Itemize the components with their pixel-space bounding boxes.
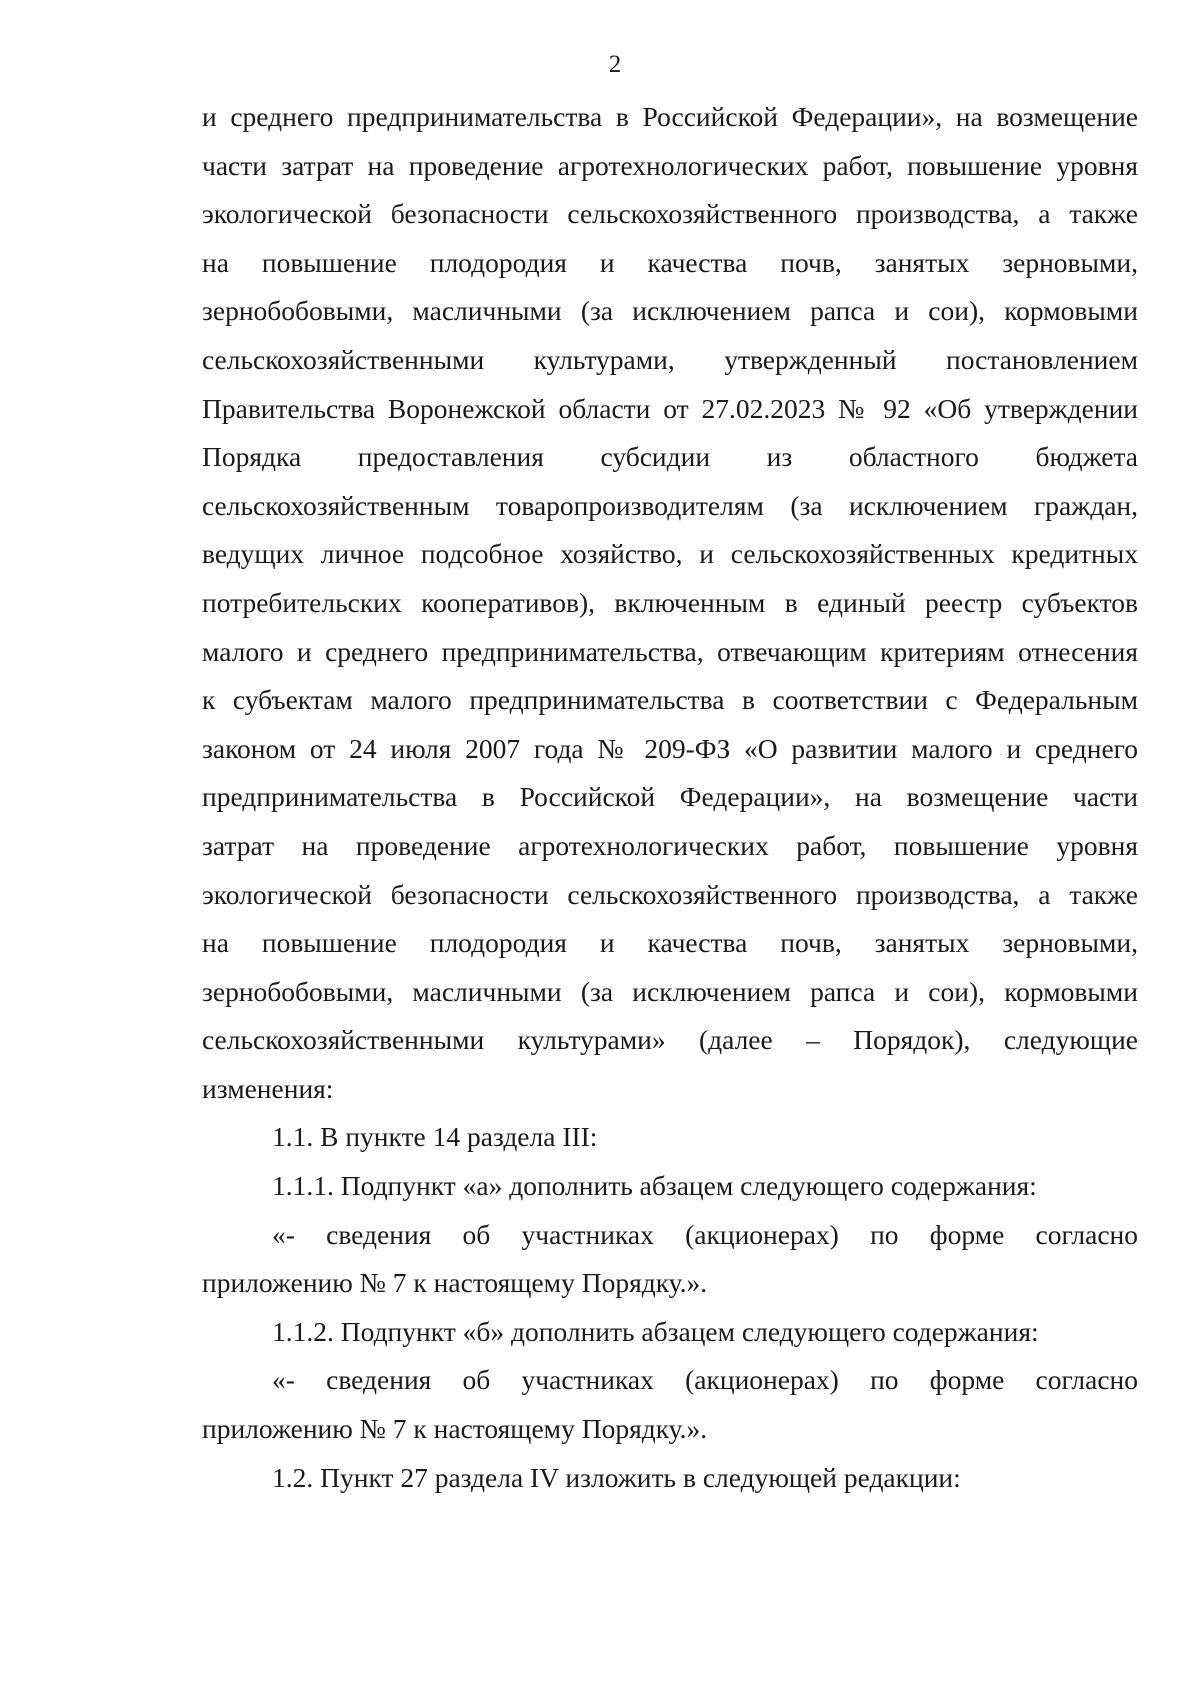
text-line: и среднего предпринимательства в Российской Федерации», на возмещение bbox=[202, 101, 1138, 132]
text-line: Порядка предоставления субсидии из областного бюджета bbox=[202, 441, 1138, 473]
text-line: к субъектам малого предпринимательства в соответствии с Федеральным bbox=[202, 684, 1138, 716]
text-line: затрат на проведение агротехнологических работ, повышение уровня bbox=[202, 829, 1138, 861]
text-line: экологической безопасности сельскохозяйственного производства, а также bbox=[202, 198, 1138, 230]
quote-line: приложению № 7 к настоящему Порядку.». bbox=[202, 1413, 708, 1445]
text-line: части затрат на проведение агротехнологических работ, повышение уровня bbox=[202, 149, 1138, 181]
paragraph-1-2: 1.2. Пункт 27 раздела IV изложить в следующей редакции: bbox=[272, 1461, 961, 1493]
document-body bbox=[202, 93, 1138, 1502]
text-line: на повышение плодородия и качества почв, занятых зерновыми, bbox=[202, 246, 1138, 278]
quote-line: «- сведения об участниках (акционерах) по форме согласно bbox=[272, 1364, 1138, 1396]
text-line: сельскохозяйственным товаропроизводителям (за исключением граждан, bbox=[202, 489, 1138, 521]
page-number: 2 bbox=[608, 51, 622, 78]
text-line: ведущих личное подсобное хозяйство, и сельскохозяйственных кредитных bbox=[202, 538, 1138, 570]
text-line: законом от 24 июля 2007 года № 209-ФЗ «О развитии малого и среднего bbox=[202, 732, 1138, 764]
text-line: на повышение плодородия и качества почв, занятых зерновыми, bbox=[202, 927, 1138, 959]
text-line: изменения: bbox=[202, 1072, 334, 1104]
text-line: зернобобовыми, масличными (за исключением рапса и сои), кормовыми bbox=[202, 975, 1138, 1007]
quote-line: «- сведения об участниках (акционерах) по форме согласно bbox=[272, 1218, 1138, 1250]
text-line: экологической безопасности сельскохозяйственного производства, а также bbox=[202, 878, 1138, 910]
text-line: сельскохозяйственными культурами» (далее – Порядок), следующие bbox=[202, 1024, 1138, 1056]
paragraph-1-1-2: 1.1.2. Подпункт «б» дополнить абзацем следующего содержания: bbox=[272, 1315, 1039, 1347]
text-line: предпринимательства в Российской Федерации», на возмещение части bbox=[202, 781, 1138, 813]
text-line: потребительских кооперативов), включенным в единый реестр субъектов bbox=[202, 586, 1138, 618]
text-line: зернобобовыми, масличными (за исключением рапса и сои), кормовыми bbox=[202, 295, 1138, 327]
text-line: сельскохозяйственными культурами, утвержденный постановлением bbox=[202, 343, 1138, 375]
quote-line: приложению № 7 к настоящему Порядку.». bbox=[202, 1267, 708, 1299]
paragraph-1-1: 1.1. В пункте 14 раздела III: bbox=[272, 1121, 598, 1153]
text-line: Правительства Воронежской области от 27.02.2023 № 92 «Об утверждении bbox=[202, 392, 1138, 424]
text-line: малого и среднего предпринимательства, отвечающим критериям отнесения bbox=[202, 635, 1138, 667]
paragraph-1-1-1: 1.1.1. Подпункт «а» дополнить абзацем следующего содержания: bbox=[272, 1170, 1037, 1202]
